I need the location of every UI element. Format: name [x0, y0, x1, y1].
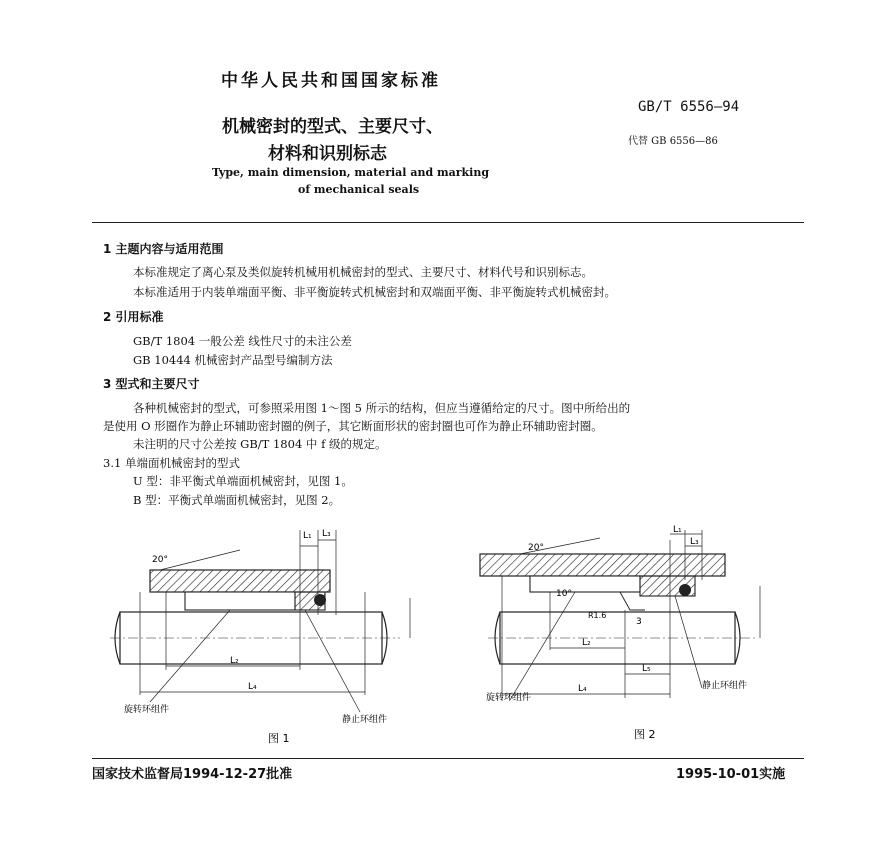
section-3-paragraph-1b: 是使用 O 形圈作为静止环辅助密封圈的例子，其它断面形状的密封圈也可作为静止环辅助密封圈。 [103, 419, 603, 433]
fig1-l2: L₂ [230, 656, 239, 666]
english-title-line-2: of mechanical seals [298, 183, 420, 196]
section-1-title: 1 主题内容与适用范围 [103, 242, 224, 256]
fig1-l4: L₄ [248, 682, 257, 692]
fig1-stationary-label: 静止环组件 [342, 715, 388, 725]
fig2-l5: L₅ [642, 664, 651, 674]
figure-2-drawing [470, 520, 780, 750]
bottom-divider [92, 758, 804, 759]
approval-note: 国家技术监督局1994-12-27批准 [92, 767, 293, 782]
reference-gb-10444: GB 10444 机械密封产品型号编制方法 [133, 353, 333, 367]
english-title-line-1: Type, main dimension, material and marking [212, 166, 490, 179]
fig2-l2: L₂ [582, 638, 591, 648]
reference-gbt-1804: GB/T 1804 一般公差 线性尺寸的未注公差 [133, 334, 352, 348]
fig1-rotating-label: 旋转环组件 [124, 705, 170, 715]
supersedes-note: 代替 GB 6556—86 [628, 136, 718, 147]
standard-number: GB/T 6556—94 [638, 99, 740, 115]
fig2-rotating-label: 旋转环组件 [486, 693, 532, 703]
fig2-l3: L₃ [690, 537, 699, 547]
section-3-paragraph-1a: 各种机械密封的型式，可参照采用图 1～图 5 所示的结构，但应当遵循给定的尺寸。图中所给出的 [133, 401, 631, 415]
fig2-angle-inner: 10° [556, 589, 572, 599]
fig2-angle-top: 20° [528, 543, 544, 553]
nation-standard-heading: 中华人民共和国国家标准 [221, 71, 441, 91]
fig1-l3: L₃ [322, 529, 331, 539]
fig1-o-ring [314, 594, 326, 606]
fig1-gland-hatched [150, 570, 330, 592]
fig2-l1: L₁ [673, 525, 682, 535]
type-b-description: B 型：平衡式单端面机械密封，见图 2。 [133, 493, 341, 507]
fig1-l1: L₁ [303, 531, 312, 541]
figure-1-caption: 图 1 [268, 732, 290, 745]
type-u-description: U 型：非平衡式单端面机械密封，见图 1。 [133, 474, 353, 488]
fig2-l4: L₄ [578, 684, 587, 694]
fig2-sleeve [530, 576, 640, 592]
fig2-gland-hatched [480, 554, 725, 576]
section-1-paragraph-2: 本标准适用于内装单端面平衡、非平衡旋转式机械密封和双端面平衡、非平衡旋转式机械密封。 [133, 285, 616, 299]
fig2-three: 3 [636, 617, 642, 627]
fig2-radius: R1.6 [588, 611, 607, 620]
fig2-stationary-label: 静止环组件 [702, 681, 748, 691]
section-2-title: 2 引用标准 [103, 310, 164, 324]
section-1-paragraph-1: 本标准规定了离心泵及类似旋转机械用机械密封的型式、主要尺寸、材料代号和识别标志。 [133, 265, 593, 279]
figure-1-drawing [110, 520, 430, 750]
section-3-1-title: 3.1 单端面机械密封的型式 [103, 456, 240, 470]
figure-2-caption: 图 2 [634, 728, 656, 741]
title-line-1: 机械密封的型式、主要尺寸、 [222, 117, 443, 137]
implementation-date: 1995-10-01实施 [676, 767, 786, 782]
title-line-2: 材料和识别标志 [268, 144, 387, 164]
fig1-angle: 20° [152, 555, 168, 565]
top-divider [92, 222, 804, 223]
fig1-sleeve [185, 592, 295, 610]
fig2-o-ring [679, 584, 691, 596]
section-3-paragraph-2: 未注明的尺寸公差按 GB/T 1804 中 f 级的规定。 [133, 437, 387, 451]
section-3-title: 3 型式和主要尺寸 [103, 377, 200, 391]
